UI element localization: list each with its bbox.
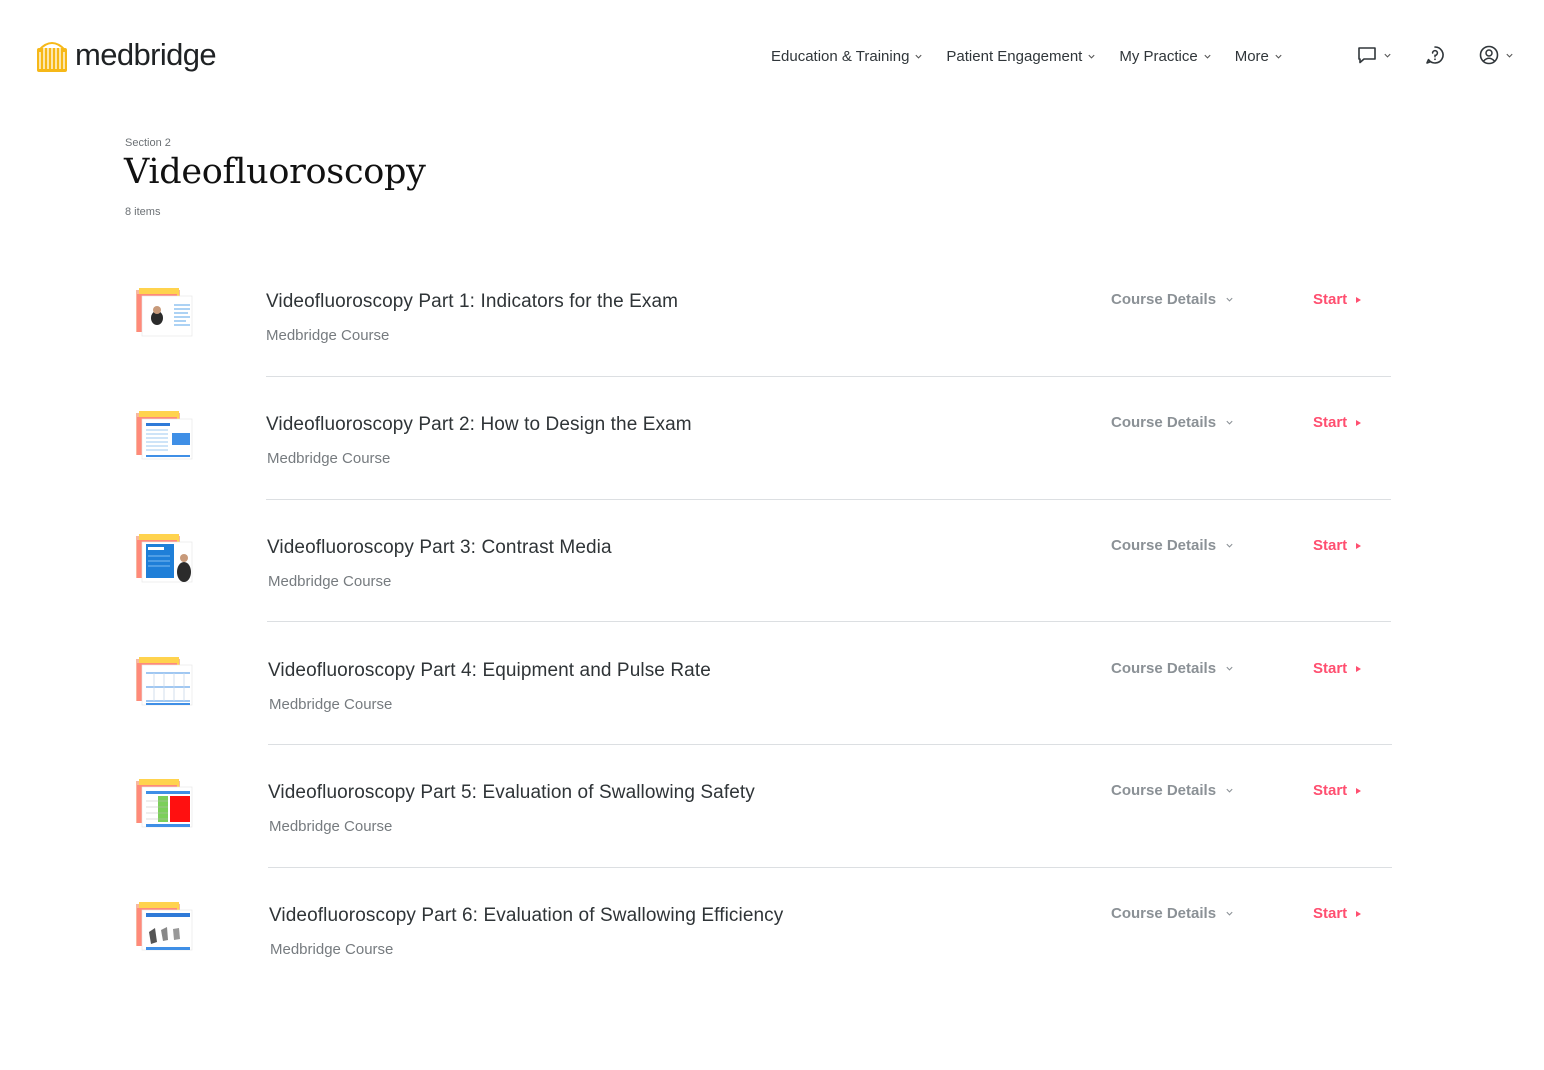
details-label: Course Details [1111,291,1217,308]
start-label: Start [1313,660,1348,677]
course-thumbnail[interactable] [136,779,194,835]
course-row [0,757,1544,880]
nav-label: Patient Engagement [946,47,1083,65]
nav-label: My Practice [1119,47,1198,65]
item-count: 8 items [125,206,161,218]
start-label: Start [1313,414,1348,431]
main-nav [771,44,1283,68]
chevron-down-icon [1225,664,1234,673]
nav-label: Education & Training [771,47,910,65]
course-title[interactable]: Videofluoroscopy Part 4: Equipment and Pulse Rate [268,660,711,681]
message-icon [1356,44,1378,66]
start-label: Start [1313,782,1348,799]
course-title[interactable]: Videofluoroscopy Part 3: Contrast Media [267,537,612,558]
details-label: Course Details [1111,414,1217,431]
help-button[interactable] [1424,44,1446,66]
caret-right-icon [1356,788,1361,794]
start-label: Start [1313,291,1348,308]
course-row [0,266,1544,389]
start-button[interactable] [1313,782,1361,799]
course-details-button[interactable] [1111,291,1234,308]
course-type: Medbridge Course [267,450,391,467]
nav-patient-engagement[interactable] [946,48,1096,65]
section-label: Section 2 [125,137,171,149]
course-row [0,512,1544,635]
course-thumbnail[interactable] [136,534,194,590]
course-details-button[interactable] [1111,414,1234,431]
caret-right-icon [1356,911,1361,917]
course-thumbnail[interactable] [136,288,194,344]
chevron-down-icon [1505,51,1514,60]
details-label: Course Details [1111,537,1217,554]
brand-name: medbridge [75,37,217,72]
course-title[interactable]: Videofluoroscopy Part 6: Evaluation of Swallowing Efficiency [269,905,784,926]
help-icon [1424,44,1446,66]
account-button[interactable] [1478,44,1514,66]
chevron-down-icon [1383,51,1392,60]
course-row [0,880,1544,1003]
caret-right-icon [1356,420,1361,426]
chevron-down-icon [1274,52,1283,61]
course-title[interactable]: Videofluoroscopy Part 5: Evaluation of Swallowing Safety [268,782,755,803]
course-details-button[interactable] [1111,782,1234,799]
course-type: Medbridge Course [269,696,393,713]
row-divider [267,621,1391,622]
medbridge-logo[interactable] [37,38,216,72]
caret-right-icon [1356,297,1361,303]
details-label: Course Details [1111,782,1217,799]
nav-education-training[interactable] [771,48,923,65]
course-thumbnail[interactable] [136,657,194,713]
nav-label: More [1234,47,1269,65]
start-button[interactable] [1313,660,1361,677]
course-thumbnail[interactable] [136,411,194,467]
messages-button[interactable] [1356,44,1392,66]
course-details-button[interactable] [1111,660,1234,677]
details-label: Course Details [1111,660,1217,677]
course-type: Medbridge Course [266,327,390,344]
top-header [0,0,1544,112]
course-title[interactable]: Videofluoroscopy Part 2: How to Design the Exam [266,414,692,435]
account-icon [1478,44,1500,66]
start-button[interactable] [1313,291,1361,308]
course-row [0,389,1544,512]
start-button[interactable] [1313,537,1361,554]
row-divider [268,867,1392,868]
start-button[interactable] [1313,414,1361,431]
course-thumbnail[interactable] [136,902,194,958]
start-button[interactable] [1313,905,1361,922]
chevron-down-icon [1087,52,1096,61]
start-label: Start [1313,905,1348,922]
chevron-down-icon [914,52,923,61]
course-row [0,635,1544,758]
chevron-down-icon [1225,541,1234,550]
course-type: Medbridge Course [270,941,394,958]
chevron-down-icon [1225,295,1234,304]
row-divider [266,376,1391,377]
nav-more[interactable] [1235,48,1283,65]
details-label: Course Details [1111,905,1217,922]
start-label: Start [1313,537,1348,554]
medbridge-logo-icon [37,38,67,72]
chevron-down-icon [1225,909,1234,918]
course-title[interactable]: Videofluoroscopy Part 1: Indicators for the Exam [266,291,679,312]
chevron-down-icon [1225,418,1234,427]
row-divider [268,744,1392,745]
nav-my-practice[interactable] [1119,48,1211,65]
course-details-button[interactable] [1111,537,1234,554]
row-divider [266,499,1391,500]
page-title: Videofluoroscopy [124,152,426,192]
course-details-button[interactable] [1111,905,1234,922]
course-type: Medbridge Course [268,573,392,590]
caret-right-icon [1356,666,1361,672]
chevron-down-icon [1225,786,1234,795]
course-type: Medbridge Course [269,818,393,835]
caret-right-icon [1356,543,1361,549]
chevron-down-icon [1203,52,1212,61]
